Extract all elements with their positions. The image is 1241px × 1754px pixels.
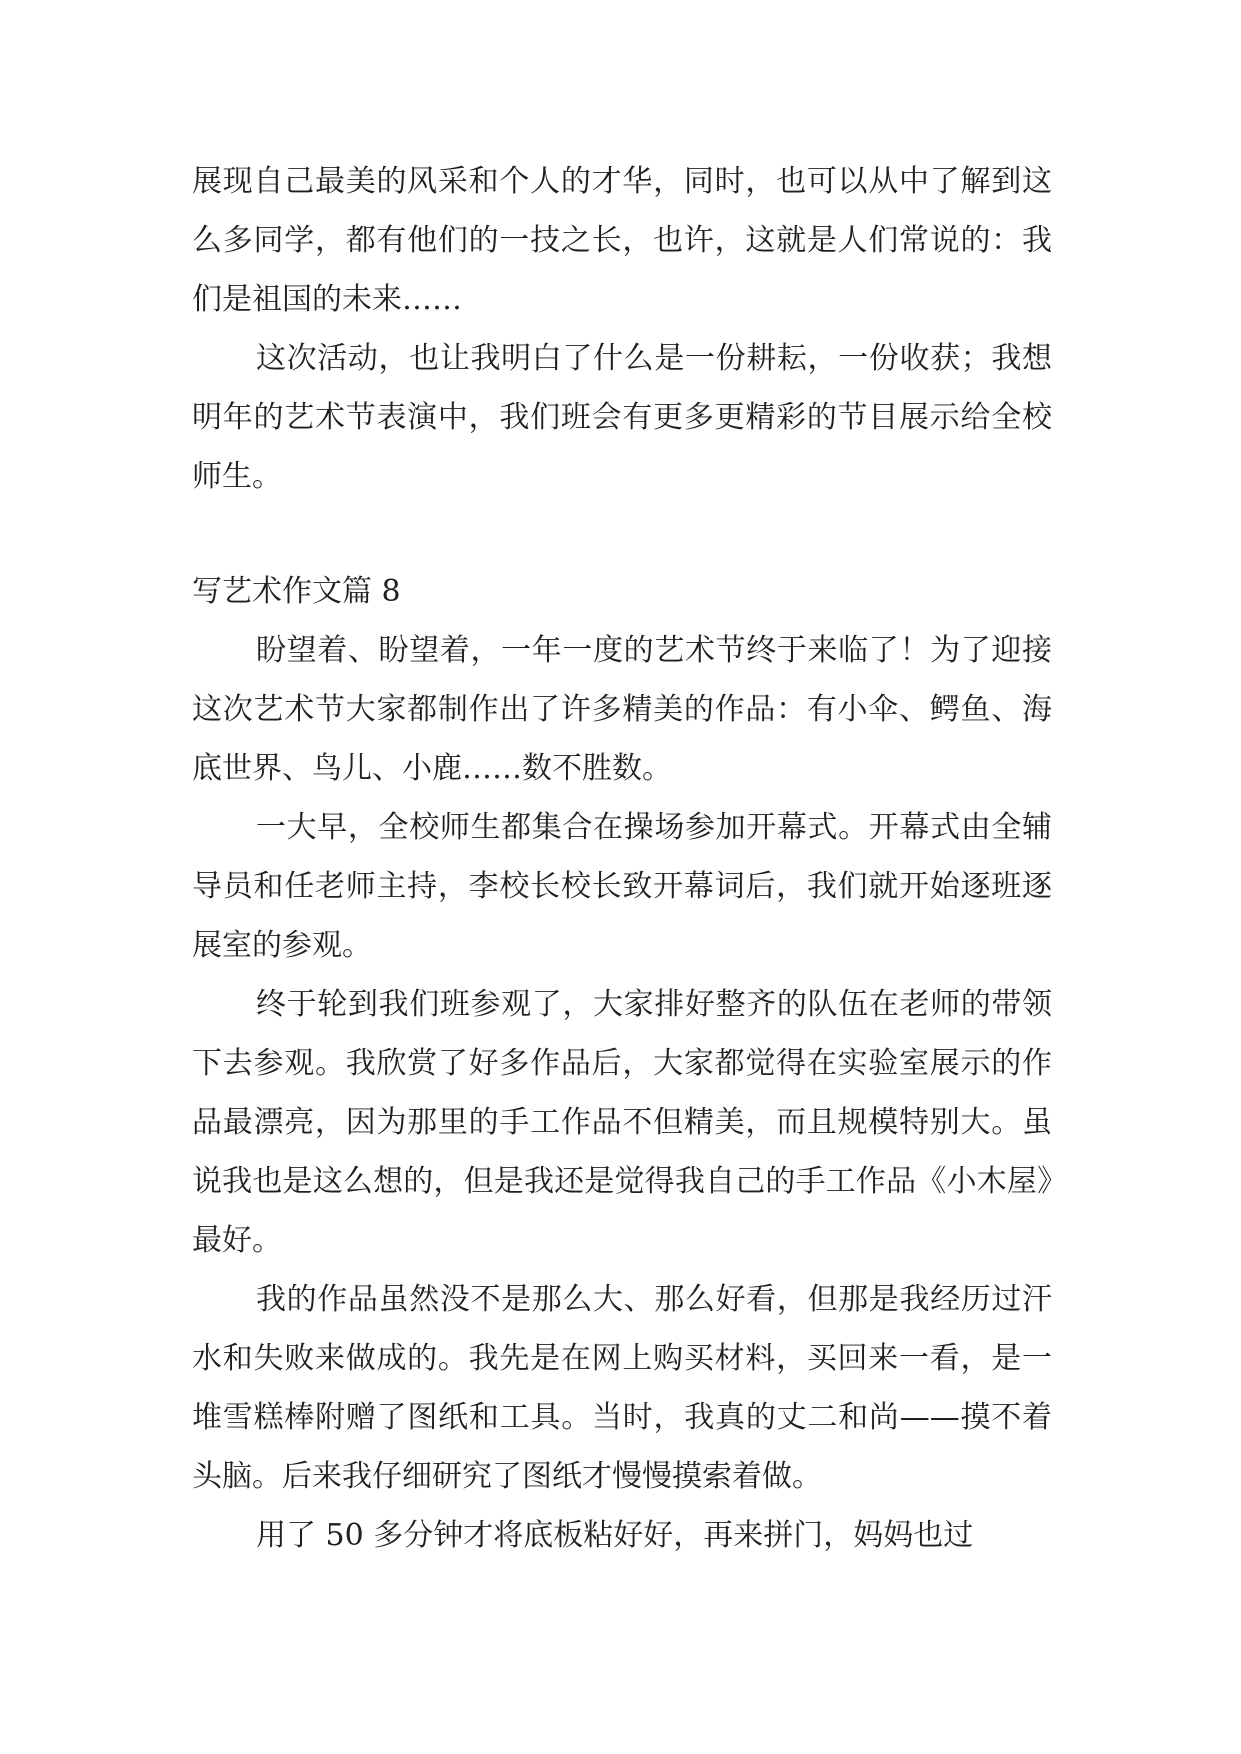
paragraph-building-process: 用了 50 多分钟才将底板粘好好，再来拼门，妈妈也过 [256,1518,974,1553]
paragraph-class-visit: 终于轮到我们班参观了，大家排好整齐的队伍在老师的带领下去参观。我欣赏了好多作品后，大家都觉得在实验室展示的作品最漂亮，因为那里的手工作品不但精美，而且规模特别大。虽说我也是这么想的，但是我还是觉得我自己的手工作品《小木屋》最好。 [192,987,1052,1258]
paragraph-opening-ceremony: 一大早，全校师生都集合在操场参加开幕式。开幕式由全辅导员和任老师主持，李校长校长致开幕词后，我们就开始逐班逐展室的参观。 [192,810,1052,963]
paragraph-activity-reflection: 这次活动，也让我明白了什么是一份耕耘，一份收获；我想明年的艺术节表演中，我们班会有更多更精彩的节目展示给全校师生。 [192,341,1052,494]
paragraph-my-work: 我的作品虽然没不是那么大、那么好看，但那是我经历过汗水和失败来做成的。我先是在网上购买材料，买回来一看，是一堆雪糕棒附赠了图纸和工具。当时，我真的丈二和尚——摸不着头脑。后来我仔细研究了图纸才慢慢摸索着做。 [192,1282,1052,1494]
paragraph-art-festival-intro: 盼望着、盼望着，一年一度的艺术节终于来临了！为了迎接这次艺术节大家都制作出了许多精美的作品：有小伞、鳄鱼、海底世界、鸟儿、小鹿……数不胜数。 [192,633,1052,786]
paragraph-continued: 展现自己最美的风采和个人的才华，同时，也可以从中了解到这么多同学，都有他们的一技之长，也许，这就是人们常说的：我们是祖国的未来…… [192,164,1052,317]
document-body [192,152,1052,1565]
section-heading: 写艺术作文篇 8 [192,574,401,609]
